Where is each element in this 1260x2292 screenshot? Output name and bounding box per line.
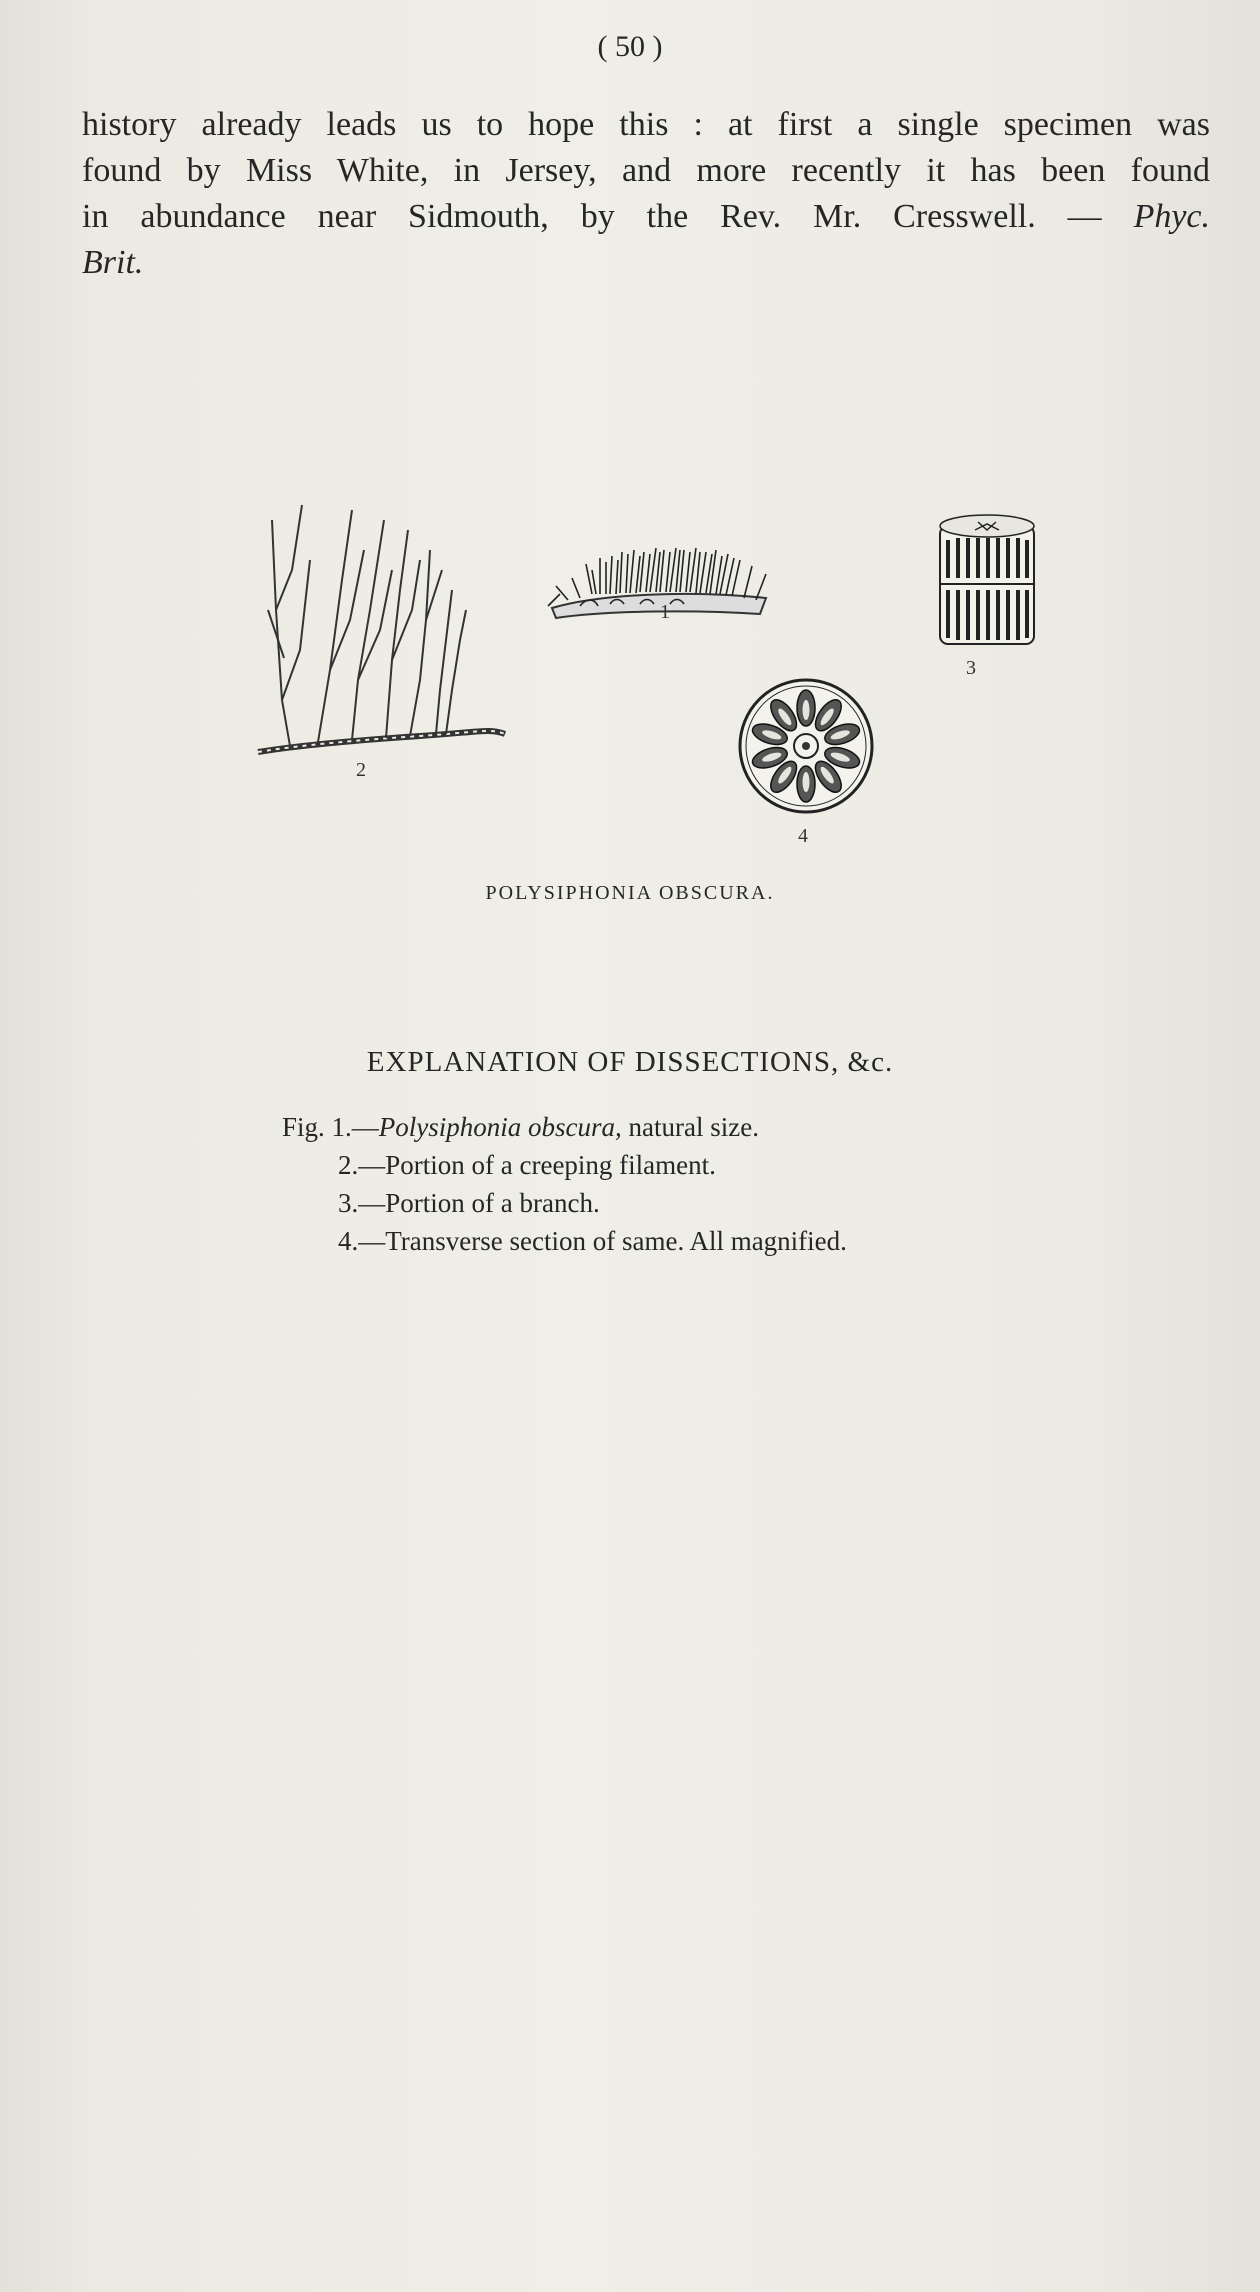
explanation-item-2: 2.—Portion of a creeping filament. — [338, 1150, 716, 1180]
explanation-item-4: 4.—Transverse section of same. All magnified. — [338, 1226, 847, 1256]
explanation-item-3: 3.—Portion of a branch. — [338, 1188, 600, 1218]
paragraph-line-text: found by Miss White, in Jersey, and more recently it has been found — [82, 152, 1210, 189]
figure-3-branch — [940, 515, 1034, 644]
explanation-heading: EXPLANATION OF DISSECTIONS, &c. — [366, 1046, 894, 1078]
species-name: Polysiphonia obscura, — [378, 1112, 622, 1142]
figure-label-3: 3 — [966, 657, 976, 679]
explanation-item-1 — [282, 1108, 847, 1146]
figure-4-cross-section — [740, 680, 872, 812]
figure-1-tuft — [548, 548, 766, 618]
fig1-description: natural size. — [621, 1112, 759, 1142]
explanation-list — [282, 1108, 847, 1260]
fig-prefix: Fig. 1.— — [282, 1112, 379, 1142]
paragraph-line: history already leads us to hope this : at first a single specimen was — [82, 106, 1210, 143]
paragraph-line-text: in abundance near Sidmouth, by the Rev. Mr. Cresswell. — — [82, 198, 1102, 235]
figure-label-4: 4 — [798, 825, 808, 847]
dissection-illustration — [0, 490, 1260, 910]
paragraph-line — [82, 194, 1210, 240]
figure-label-1: 1 — [660, 601, 670, 623]
citation-brit: Brit. — [82, 244, 144, 281]
paragraph-line — [82, 148, 1210, 194]
citation-phyc: Phyc. — [1133, 198, 1211, 235]
paragraph-line — [82, 240, 1210, 286]
page-number: ( 50 ) — [597, 30, 663, 63]
body-paragraph — [82, 102, 1210, 286]
figure-label-2: 2 — [356, 759, 366, 781]
figure-caption: POLYSIPHONIA OBSCURA. — [485, 882, 775, 904]
figure-2-creeping-filament — [258, 505, 505, 752]
